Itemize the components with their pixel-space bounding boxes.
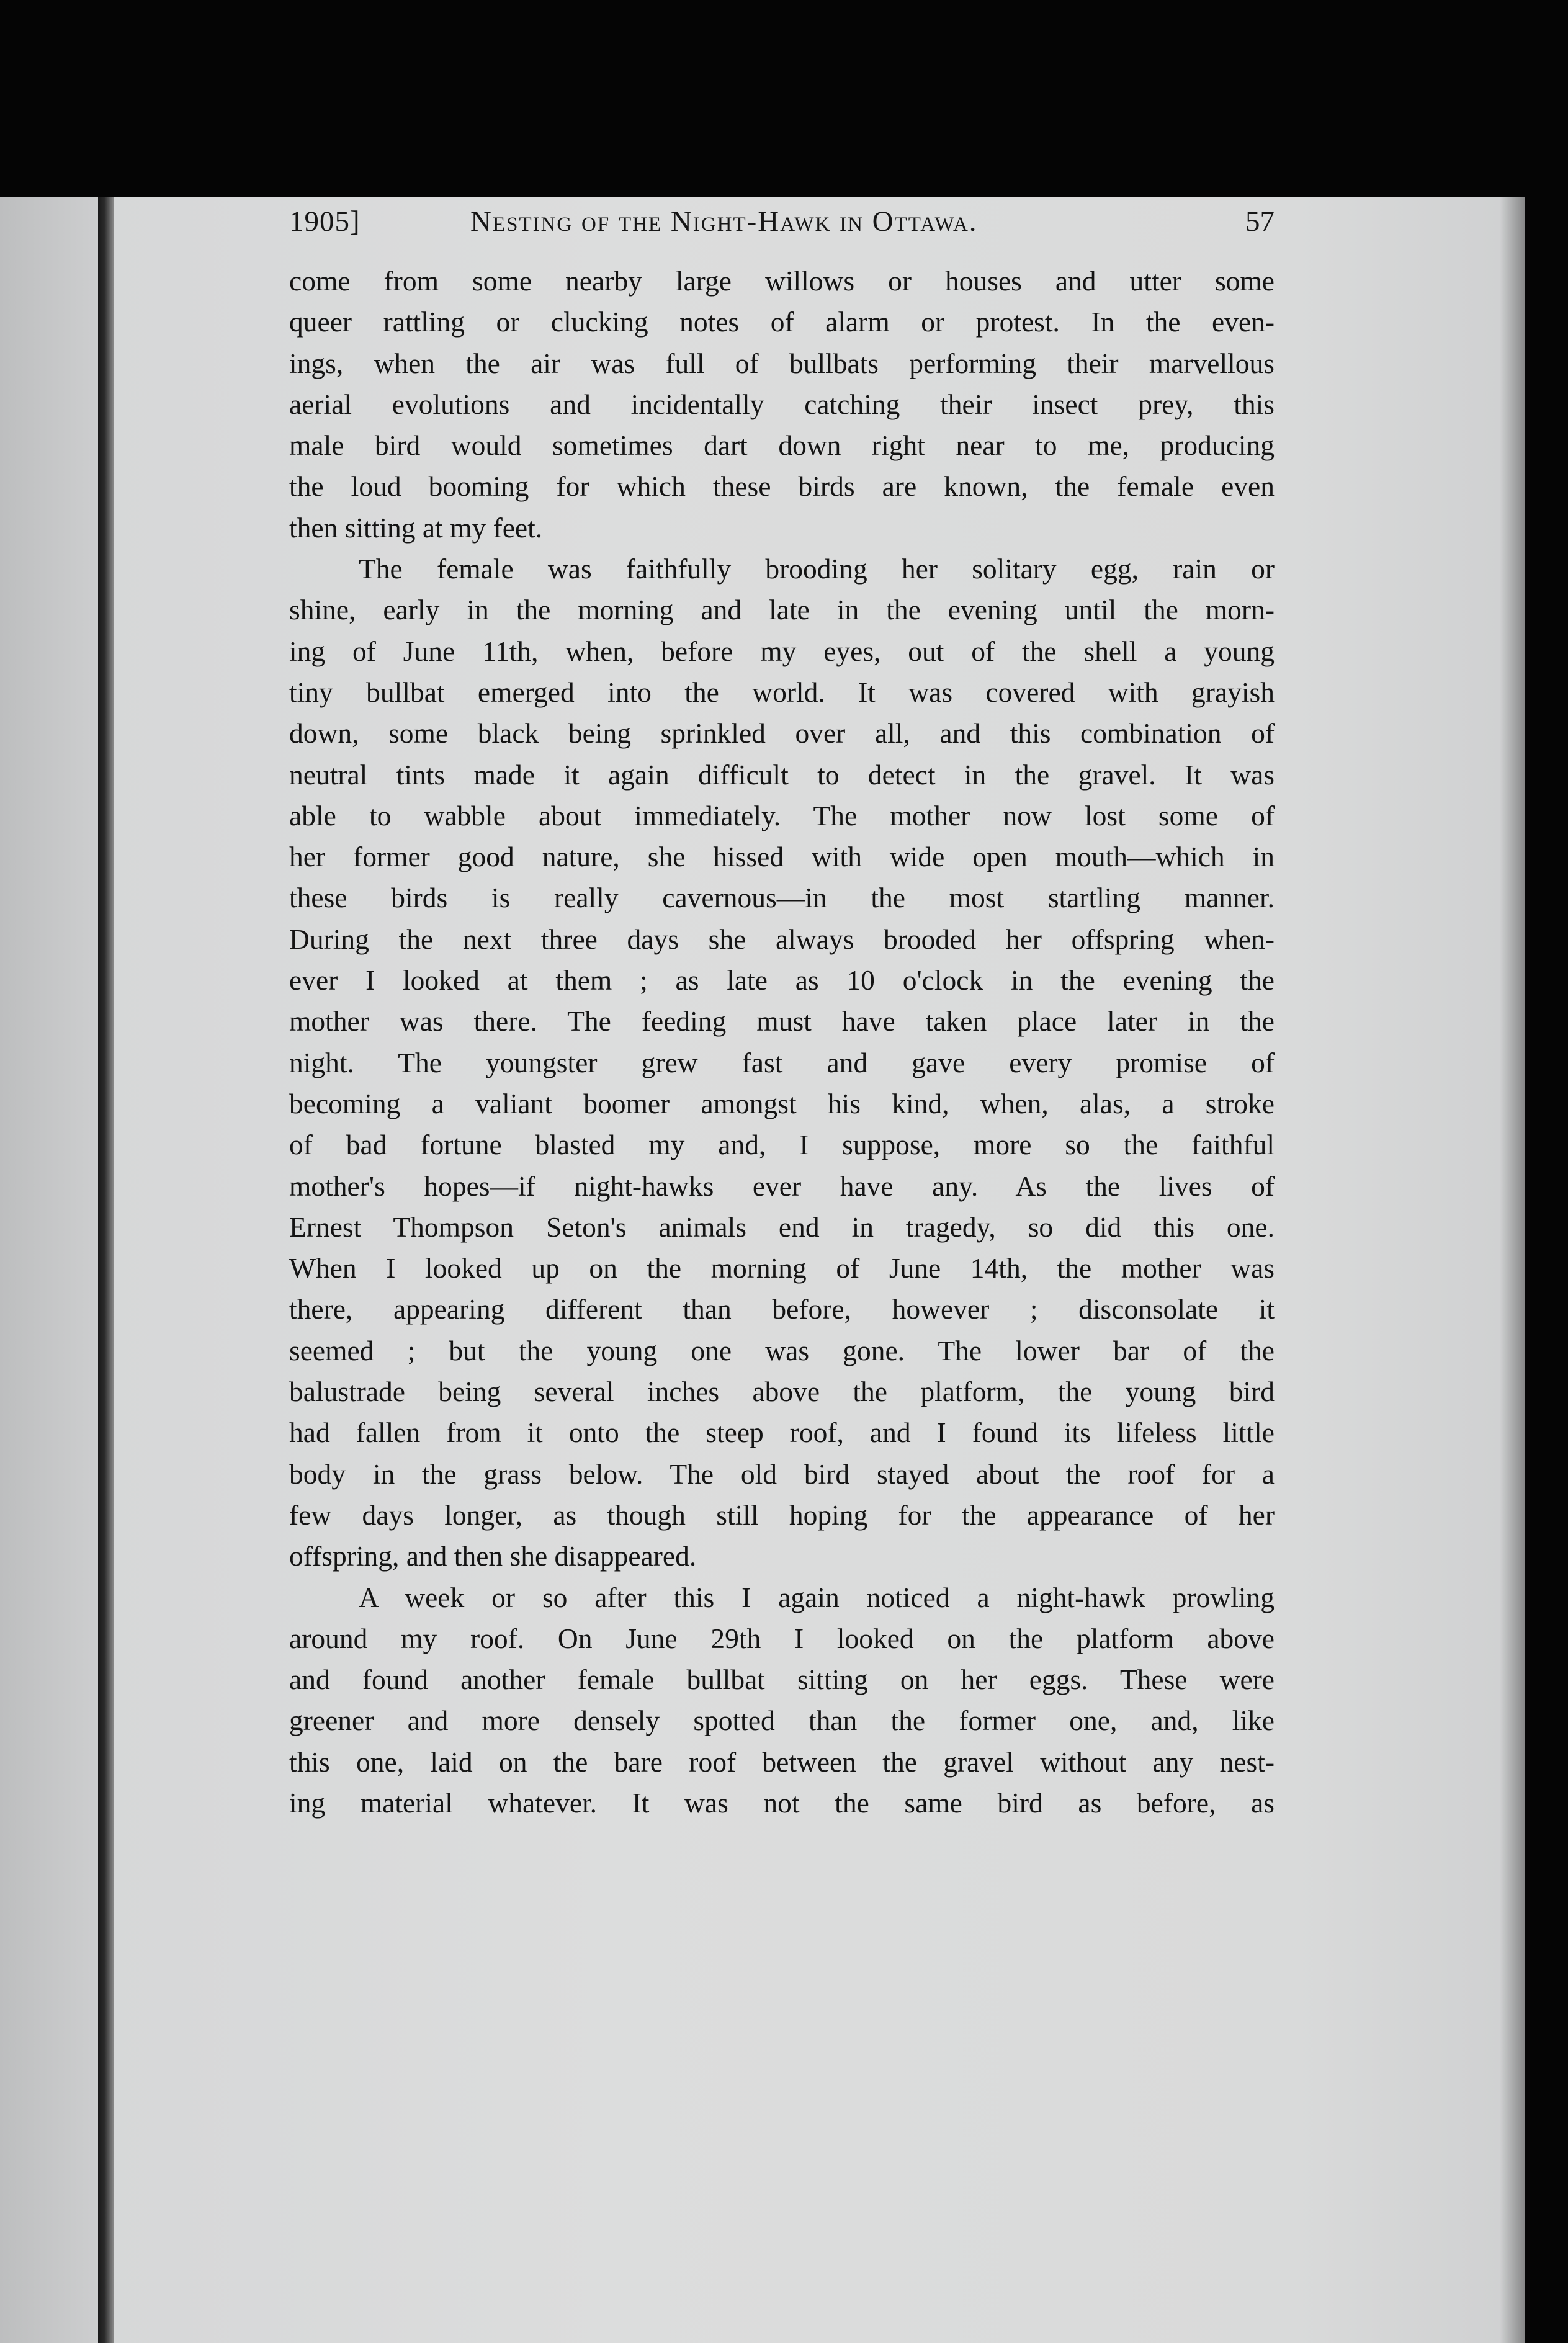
running-header xyxy=(289,205,1275,248)
text-line: night. The youngster grew fast and gave every promise of xyxy=(289,1046,1275,1078)
text-line: ing material whatever. It was not the same bird as before, as xyxy=(289,1786,1275,1819)
text-line: around my roof. On June 29th I looked on the platform above xyxy=(289,1622,1275,1654)
text-line: there, appearing different than before, however ; disconsolate it xyxy=(289,1293,1275,1325)
body-text xyxy=(289,261,1275,1824)
text-line: seemed ; but the young one was gone. The lower bar of the xyxy=(289,1334,1275,1366)
text-line: come from some nearby large willows or houses and utter some xyxy=(289,265,1275,297)
text-line: becoming a valiant boomer amongst his kind, when, alas, a stroke xyxy=(289,1087,1275,1119)
text-line: and found another female bullbat sitting on her eggs. These were xyxy=(289,1664,1275,1696)
header-title: Nesting of the Night-Hawk in Ottawa. xyxy=(470,205,978,238)
paragraph-start-line: A week or so after this I again noticed a night-hawk prowling xyxy=(359,1581,1275,1613)
text-line: offspring, and then she disappeared. xyxy=(289,1540,697,1572)
text-line: ever I looked at them ; as late as 10 o'clock in the evening the xyxy=(289,964,1275,997)
text-line: her former good nature, she hissed with wide open mouth—which in xyxy=(289,841,1275,873)
text-line: shine, early in the morning and late in the evening until the morn- xyxy=(289,594,1275,626)
text-line: mother was there. The feeding must have taken place later in the xyxy=(289,1005,1275,1037)
text-line: neutral tints made it again difficult to detect in the gravel. It was xyxy=(289,758,1275,791)
text-line: down, some black being sprinkled over all, and this combination of xyxy=(289,717,1275,750)
text-line: Ernest Thompson Seton's animals end in tragedy, so did this one. xyxy=(289,1211,1275,1243)
page-binding-edge xyxy=(98,197,114,2343)
text-line: this one, laid on the bare roof between the gravel without any nest- xyxy=(289,1745,1275,1778)
text-line: then sitting at my feet. xyxy=(289,511,543,544)
page-number: 57 xyxy=(1245,205,1275,238)
text-line: When I looked up on the morning of June 14th, the mother was xyxy=(289,1252,1275,1284)
text-line: able to wabble about immediately. The mother now lost some of xyxy=(289,799,1275,831)
text-line: ing of June 11th, when, before my eyes, out of the shell a young xyxy=(289,635,1275,667)
text-line: ings, when the air was full of bullbats performing their marvellous xyxy=(289,347,1275,379)
text-line: tiny bullbat emerged into the world. It was covered with grayish xyxy=(289,676,1275,708)
text-line: had fallen from it onto the steep roof, and I found its lifeless little xyxy=(289,1417,1275,1449)
text-line: of bad fortune blasted my and, I suppose, more so the faithful xyxy=(289,1129,1275,1161)
text-line: During the next three days she always brooded her offspring when- xyxy=(289,923,1275,955)
header-year: 1905] xyxy=(289,205,361,238)
text-line: queer rattling or clucking notes of alarm or protest. In the even- xyxy=(289,306,1275,338)
facing-page-edge xyxy=(0,197,98,2343)
text-line: balustrade being several inches above the platform, the young bird xyxy=(289,1376,1275,1408)
text-line: these birds is really cavernous—in the most startling manner. xyxy=(289,882,1275,914)
text-line: mother's hopes—if night-hawks ever have any. As the lives of xyxy=(289,1170,1275,1202)
text-line: greener and more densely spotted than the former one, and, like xyxy=(289,1705,1275,1737)
text-line: male bird would sometimes dart down right near to me, producing xyxy=(289,429,1275,462)
text-line: the loud booming for which these birds are known, the female even xyxy=(289,470,1275,503)
text-line: few days longer, as though still hoping for the appearance of her xyxy=(289,1499,1275,1531)
text-line: body in the grass below. The old bird stayed about the roof for a xyxy=(289,1458,1275,1490)
page-right-shadow xyxy=(1500,197,1525,2343)
text-line: aerial evolutions and incidentally catching their insect prey, this xyxy=(289,388,1275,420)
paragraph-start-line: The female was faithfully brooding her solitary egg, rain or xyxy=(359,553,1275,585)
